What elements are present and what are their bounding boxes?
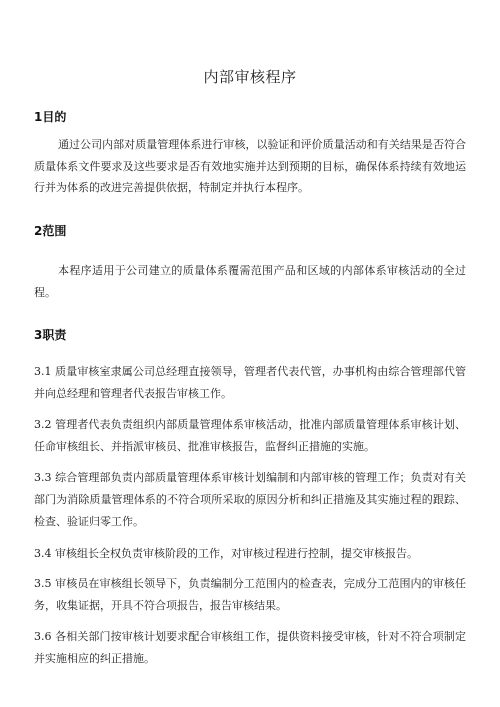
responsibility-item: 3.2 管理者代表负责组织内部质量管理体系审核活动，批准内部质量管理体系审核计划、任命审核组长、并指派审核员、批准审核报告，监督纠正措施的实施。 — [34, 418, 466, 453]
section-heading-purpose: 1目的 — [34, 110, 67, 124]
section-heading-scope: 2范围 — [34, 224, 67, 238]
section-heading-responsibilities: 3职责 — [34, 328, 67, 342]
section-paragraph-purpose: 通过公司内部对质量管理体系进行审核，以验证和评价质量活动和有关结果是否符合质量体系文件要求及这些要求是否有效地实施并达到预期的目标，确保体系持续有效地运行并为体系的改进完善提供依据，特制定并执行本程序。 — [34, 138, 466, 194]
section-paragraph-scope: 本程序适用于公司建立的质量体系覆需范围产品和区域的内部体系审核活动的全过程。 — [34, 264, 466, 299]
document-title: 内部审核程序 — [203, 68, 297, 86]
responsibility-item: 3.4 审核组长全权负责审核阶段的工作，对审核过程进行控制，提交审核报告。 — [34, 547, 418, 560]
responsibility-item: 3.6 各相关部门按审核计划要求配合审核组工作，提供资料接受审核，针对不符合项制定并实施相应的纠正措施。 — [34, 630, 466, 665]
responsibility-item: 3.5 审核员在审核组长领导下，负责编制分工范围内的检查表，完成分工范围内的审核任务，收集证据，开具不符合项报告，报告审核结果。 — [34, 577, 466, 612]
responsibility-item: 3.3 综合管理部负责内部质量管理体系审核计划编制和内部审核的管理工作；负责对有关部门为消除质量管理体系的不符合项所采取的原因分析和纠正措施及其实施过程的跟踪、检查、验证归零工作。 — [34, 471, 466, 528]
responsibility-item: 3.1 质量审核室隶属公司总经理直接领导，管理者代表代管，办事机构由综合管理部代管并向总经理和管理者代表报告审核工作。 — [34, 365, 466, 400]
